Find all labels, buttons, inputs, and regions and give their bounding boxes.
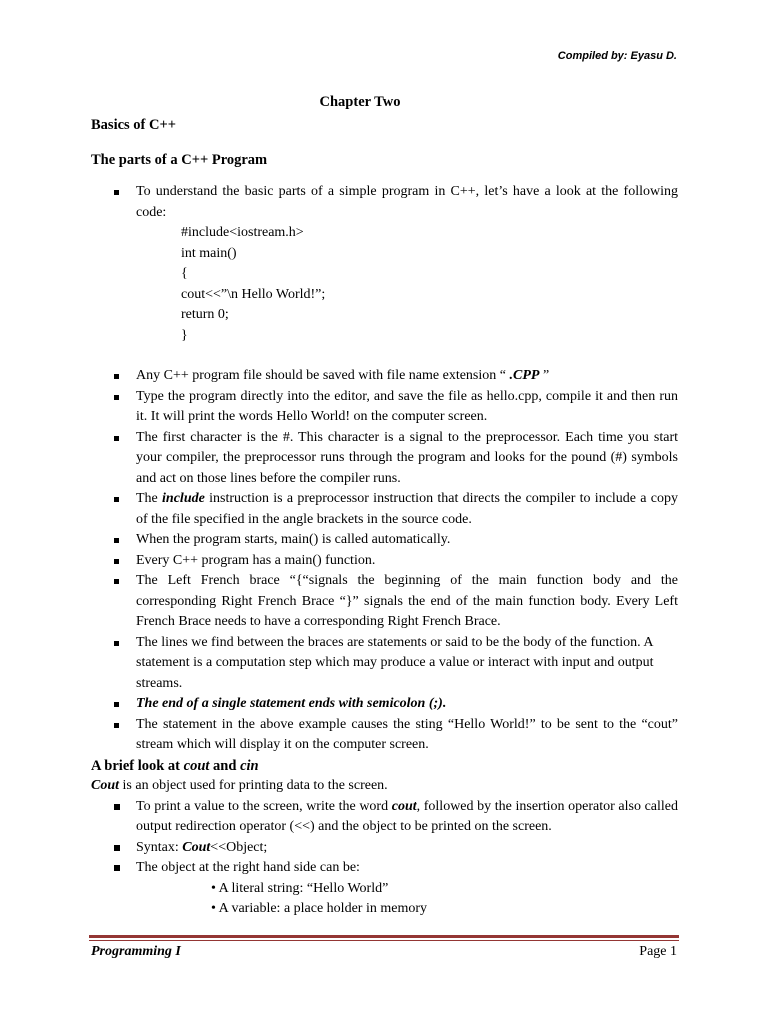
list-item: Type the program directly into the editor, and save the file as hello.cpp, compile it and then run it. It will print the words Hello World! on the computer screen. xyxy=(91,387,678,428)
cout-definition: Cout is an object used for printing data to the screen. xyxy=(91,778,388,793)
parts-heading: The parts of a C++ Program xyxy=(91,151,268,168)
list-item: The object at the right hand side can be: xyxy=(91,858,678,879)
footer-rule xyxy=(89,935,679,938)
list-item: Every C++ program has a main() function. xyxy=(91,551,678,572)
list-item: When the program starts, main() is called automatically. xyxy=(91,530,678,551)
section-title: Basics of C++ xyxy=(91,117,176,133)
code-line: int main() xyxy=(181,245,237,261)
list-item: • A literal string: “Hello World” xyxy=(211,880,389,896)
list-item: The first character is the #. This character is a signal to the preprocessor. Each time you start your compiler, the preprocessor runs through the program and looks for the pound (#) symbols and act on those lines before the compiler runs. xyxy=(91,428,678,490)
list-item: Any C++ program file should be saved with file name extension “ .CPP ” xyxy=(91,366,678,387)
footer-rule-thin xyxy=(89,940,679,941)
chapter-title: Chapter Two xyxy=(319,94,401,110)
code-block xyxy=(91,223,678,346)
code-line: #include<iostream.h> xyxy=(181,225,304,240)
code-line: } xyxy=(181,327,188,343)
page-content xyxy=(91,112,678,920)
list-item: The Left French brace “{“signals the beginning of the main function body and the corresponding Right French Brace “}” signals the end of the main function body. Every Left French Brace needs to have a corresponding Right French Brace. xyxy=(91,571,678,633)
cout-list xyxy=(91,797,678,879)
list-item: The statement in the above example causes the sting “Hello World!” to be sent to the “cout” stream which will display it on the computer screen. xyxy=(91,715,678,756)
page-number: Page 1 xyxy=(639,944,677,959)
intro-list xyxy=(91,182,678,223)
code-line: { xyxy=(181,266,188,281)
list-item: • A variable: a place holder in memory xyxy=(211,901,427,916)
list-item: The include instruction is a preprocessor instruction that directs the compiler to include a copy of the file specified in the angle brackets in the source code. xyxy=(91,489,678,530)
list-item: To print a value to the screen, write the word cout, followed by the insertion operator also called output redirection operator (<<) and the object to be printed on the screen. xyxy=(91,797,678,838)
brief-heading: A brief look at cout and cin xyxy=(91,757,259,774)
list-item: The end of a single statement ends with semicolon (;). xyxy=(91,694,678,715)
facts-list xyxy=(91,366,678,756)
list-item: Syntax: Cout<<Object; xyxy=(91,838,678,859)
object-types xyxy=(91,879,678,920)
compiled-by: Compiled by: Eyasu D. xyxy=(557,50,677,62)
intro-bullet: To understand the basic parts of a simple program in C++, let’s have a look at the following code: xyxy=(91,182,678,223)
code-line: return 0; xyxy=(181,307,229,322)
list-item: The lines we find between the braces are statements or said to be the body of the function. A statement is a computation step which may produce a value or interact with input and output streams. xyxy=(91,633,678,695)
footer-course: Programming I xyxy=(91,944,181,959)
code-line: cout<<”\n Hello World!”; xyxy=(181,286,326,302)
